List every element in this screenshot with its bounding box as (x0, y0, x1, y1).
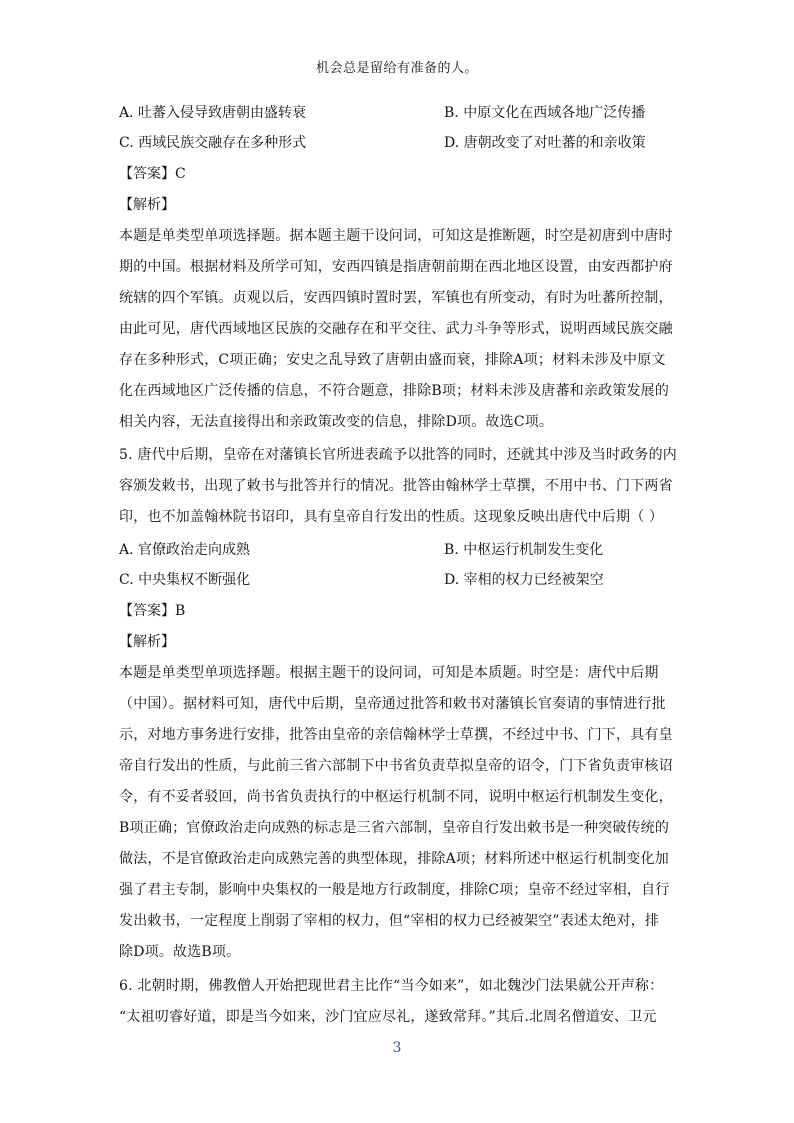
q5-analysis-line: 发出敕书，一定程度上削弱了宰相的权力，但“宰相的权力已经被架空”表述太绝对，排 (119, 913, 660, 929)
q4-option-d: D. 唐朝改变了对吐蕃的和亲收策 (444, 135, 646, 151)
q5-analysis-line: B项正确；官僚政治走向成熟的标志是三省六部制，皇帝自行发出敕书是一种突破传统的 (119, 820, 670, 836)
q5-answer: 【答案】B (119, 603, 186, 619)
q5-option-d: D. 宰相的权力已经被架空 (444, 572, 604, 588)
page-number: 3 (392, 1040, 402, 1056)
q5-analysis-label: 【解析】 (119, 634, 175, 650)
q4-option-c: C. 西域民族交融存在多种形式 (119, 135, 307, 151)
q5-analysis-line: 强了君主专制，影响中央集权的一般是地方行政制度，排除C项；皇帝不经过宰相，自行 (119, 882, 670, 898)
q6-stem (119, 971, 679, 1033)
q5-analysis-line: 令，有不妥者驳回，尚书省负责执行的中枢运行机制不同，说明中枢运行机制发生变化， (119, 789, 673, 805)
q5-analysis (119, 658, 679, 968)
page-header: 机会总是留给有准备的人。 (315, 61, 478, 76)
q4-analysis-line: 存在多种形式，C项正确；安史之乱导致了唐朝由盛而衰，排除A项；材料未涉及中原文 (119, 352, 666, 368)
q4-analysis-label: 【解析】 (119, 197, 175, 213)
q5-analysis-line: 帝自行发出的性质，与此前三省六部制下中书省负责草拟皇帝的诏令，门下省负责审核诏 (119, 758, 673, 774)
q4-option-a: A. 吐蕃入侵导致唐朝由盛转衰 (119, 105, 307, 121)
q5-analysis-line: 做法，不是官僚政治走向成熟完善的典型体现，排除A项；材料所述中枢运行机制变化加 (119, 851, 669, 867)
q5-analysis-line: （中国）。据材料可知，唐代中后期，皇帝通过批答和敕书对藩镇长官奏请的事情进行批 (119, 696, 666, 712)
q5-analysis-line: 示，对地方事务进行安排，批答由皇帝的亲信翰林学士草撰，不经过中书、门下，具有皇 (119, 727, 673, 743)
q4-analysis-line: 本题是单类型单项选择题。据本题主题干设问词，可知这是推断题，时空是初唐到中唐时 (119, 228, 673, 244)
q5-stem-line: 印，也不加盖翰林院书诏印，具有皇帝自行发出的性质。这现象反映出唐代中后期（ ） (119, 509, 664, 525)
q5-option-b: B. 中枢运行机制发生变化 (444, 542, 604, 558)
q5-stem-line: 容颁发敕书，出现了敕书与批答并行的情况。批答由翰林学士草撰，不用中书、门下两省 (119, 478, 673, 494)
q5-analysis-line: 除D项。故选B项。 (119, 944, 241, 960)
q5-option-a: A. 官僚政治走向成熟 (119, 542, 251, 558)
q4-analysis-line: 由此可见，唐代西域地区民族的交融存在和平交往、武力斗争等形式，说明西域民族交融 (119, 321, 673, 337)
q6-stem-line: 6. 北朝时期，佛教僧人开始把现世君主比作“当今如来”，如北魏沙门法果就公开声称： (119, 978, 664, 994)
q4-option-b: B. 中原文化在西域各地广泛传播 (444, 105, 646, 121)
q4-analysis-line: 化在西域地区广泛传播的信息，不符合题意，排除B项；材料未涉及唐蕃和亲政策发展的 (119, 383, 670, 399)
q5-option-c: C. 中央集权不断强化 (119, 572, 251, 588)
q6-stem-line: “太祖叨睿好道，即是当今如来，沙门宜应尽礼，遂致常拜。”其后.北周名僧道安、卫元 (119, 1009, 657, 1025)
q5-stem-line: 5. 唐代中后期，皇帝在对藩镇长官所进表疏予以批答的同时，还就其中涉及当时政务的内 (119, 447, 678, 463)
q4-analysis-line: 统辖的四个军镇。贞观以后，安西四镇时置时罢，军镇也有所变动，有时为吐蕃所控制， (119, 290, 673, 306)
q4-analysis-line: 相关内容，无法直接得出和亲政策改变的信息，排除D项。故选C项。 (119, 414, 554, 430)
q4-answer: 【答案】C (119, 166, 186, 182)
q4-analysis (119, 221, 679, 438)
q4-analysis-line: 期的中国。根据材料及所学可知，安西四镇是指唐朝前期在西北地区设置，由安西都护府 (119, 259, 673, 275)
q5-analysis-line: 本题是单类型单项选择题。根据主题干的设问词，可知是本质题。时空是：唐代中后期 (119, 665, 659, 681)
q5-stem (119, 440, 679, 533)
